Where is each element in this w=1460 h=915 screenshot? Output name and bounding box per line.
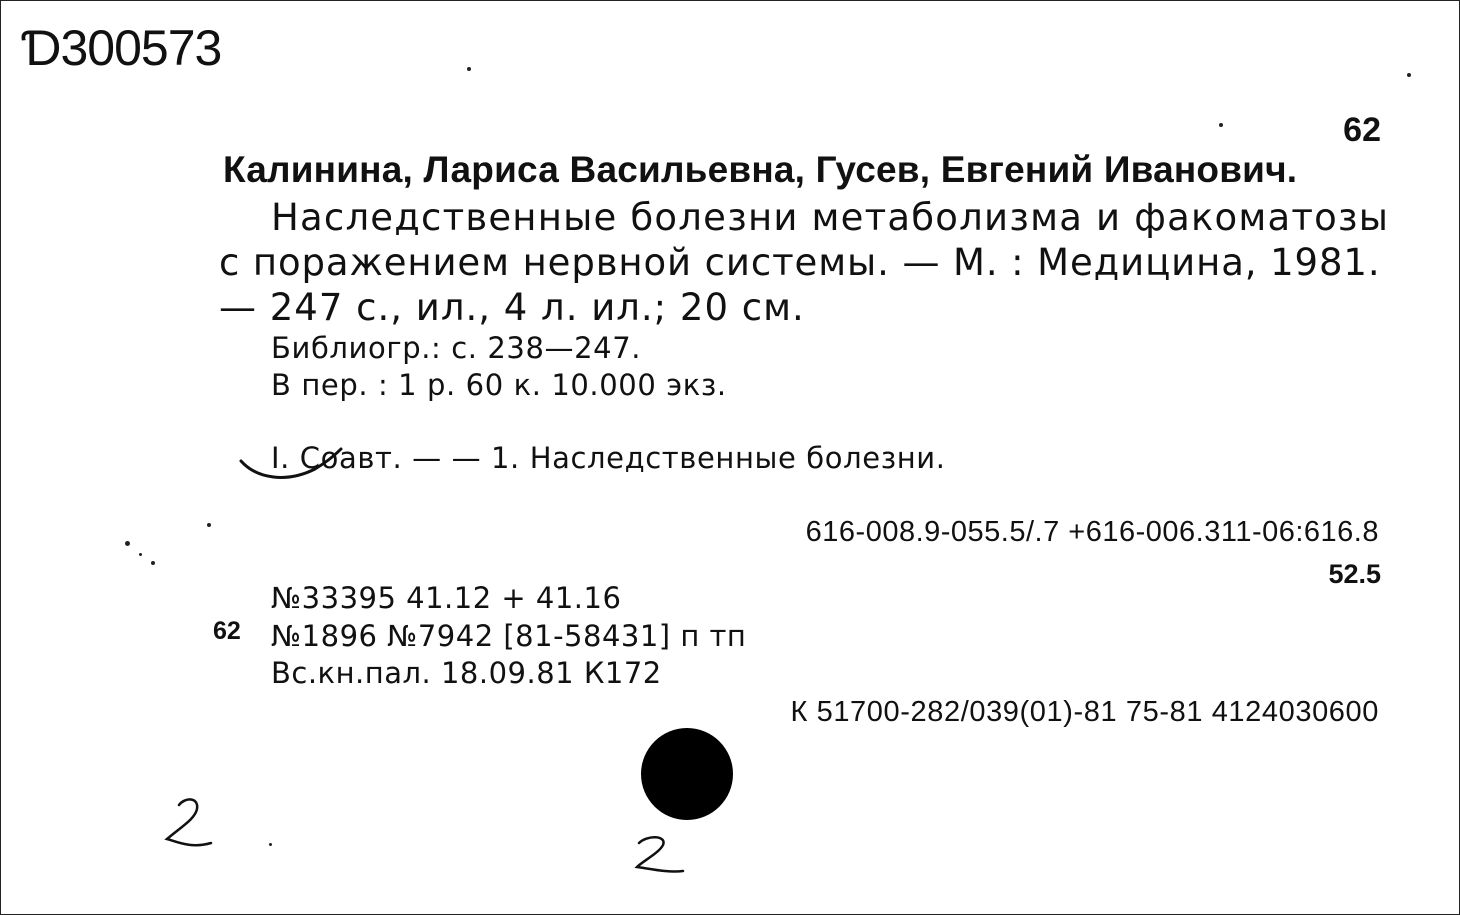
catalog-mark: Ɗ300573: [21, 20, 222, 76]
bibliography-note: Библиогр.: с. 238—247.: [271, 331, 642, 365]
scan-speck: [207, 523, 211, 527]
handwritten-numeral-2-center: [629, 829, 699, 879]
catalog-code-line: К 51700-282/039(01)-81 75-81 4124030600: [790, 696, 1379, 728]
handwritten-check-mark: [237, 439, 347, 499]
class-number-bottom: 62: [213, 617, 241, 645]
scan-speck: [1219, 123, 1223, 127]
scan-speck: [151, 561, 155, 565]
scan-speck: [125, 541, 130, 546]
register-line-1: №33395 41.12 + 41.16: [271, 581, 622, 615]
title-line-1: Наследственные болезни метаболизма и факоматозы: [271, 196, 1390, 239]
scan-speck: [467, 67, 471, 71]
price-and-print-run: В пер. : 1 р. 60 к. 10.000 экз.: [271, 368, 727, 402]
udc-index: 616-008.9-055.5/.7 +616-006.311-06:616.8: [805, 516, 1379, 548]
scan-speck: [139, 553, 142, 556]
handwritten-numeral-2-left: [151, 793, 231, 863]
title-line-3: — 247 с., ил., 4 л. ил.; 20 см.: [219, 286, 805, 329]
tracings-line: I. Соавт. — — 1. Наследственные болезни.: [271, 441, 946, 475]
bbk-index: 52.5: [1328, 559, 1381, 589]
scan-speck: [1407, 73, 1411, 77]
title-line-2: с поражением нервной системы. — М. : Медицина, 1981.: [219, 241, 1381, 284]
class-number-top: 62: [1343, 111, 1381, 149]
register-line-3: Вс.кн.пал. 18.09.81 К172: [271, 656, 662, 690]
scan-speck: [269, 843, 272, 846]
authors-heading: Калинина, Лариса Васильевна, Гусев, Евгений Иванович.: [223, 149, 1298, 190]
punched-hole-mark: [641, 728, 733, 820]
register-line-2: №1896 №7942 [81-58431] п тп: [271, 619, 747, 653]
